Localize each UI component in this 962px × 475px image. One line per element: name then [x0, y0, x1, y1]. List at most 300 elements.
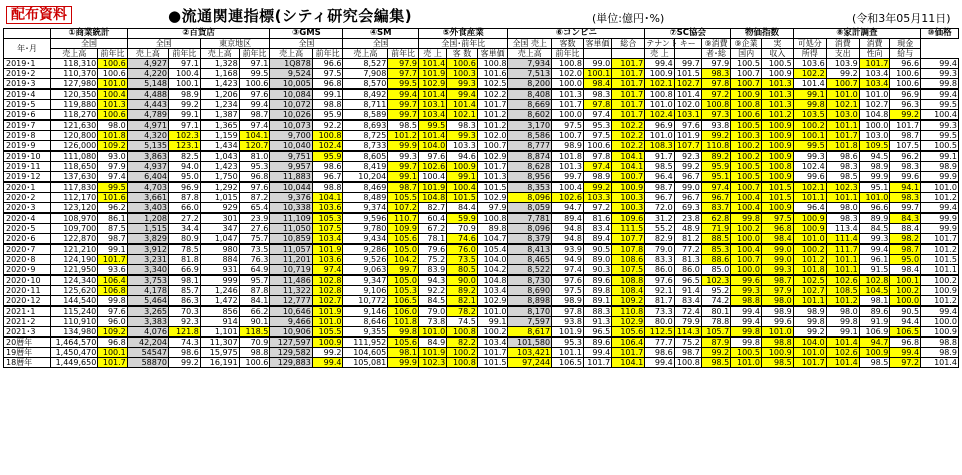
table-cell: 97.4 — [583, 162, 611, 172]
table-cell: 108.6 — [612, 255, 645, 265]
table-cell: 97.3 — [701, 110, 730, 121]
table-cell: 101.1 — [921, 265, 959, 276]
table-cell: 79.0 — [418, 306, 446, 317]
row-label: 2019･2 — [4, 69, 51, 79]
table-cell: 104.5 — [859, 286, 890, 296]
table-cell: 102.8 — [312, 275, 343, 286]
table-cell: 59.9 — [447, 213, 478, 224]
indicator-table — [3, 28, 959, 368]
table-cell: 102.3 — [418, 358, 446, 368]
table-cell: 64.9 — [239, 265, 270, 276]
table-cell: 98.9 — [921, 348, 959, 358]
column-header: 給与 — [890, 49, 921, 59]
table-cell: 102.2 — [793, 69, 826, 79]
table-cell: 98.1 — [859, 296, 890, 307]
table-cell: 98.3 — [826, 213, 859, 224]
table-cell: 1,015 — [200, 193, 239, 203]
table-cell: 100.1 — [169, 79, 201, 90]
column-header: 客 数 — [447, 49, 478, 59]
table-cell: 105.6 — [388, 337, 419, 348]
table-cell: 10,005 — [270, 79, 312, 90]
table-cell: 102.7 — [793, 286, 826, 296]
table-cell: 107.5 — [612, 265, 645, 276]
table-cell: 101.7 — [612, 59, 645, 69]
table-cell: 102.7 — [859, 100, 890, 110]
table-cell: 102.3 — [701, 275, 730, 286]
table-cell: 94.4 — [890, 317, 921, 327]
table-cell: 8,200 — [508, 79, 552, 90]
table-cell: 100.7 — [477, 141, 508, 152]
table-cell: 96.8 — [312, 79, 343, 90]
table-cell: 98.5 — [388, 120, 419, 131]
row-label: 2021･2 — [4, 317, 51, 327]
table-cell: 99.4 — [583, 348, 611, 358]
table-cell: 98.9 — [169, 89, 201, 100]
table-cell: 97.2 — [890, 358, 921, 368]
table-cell: 99.2 — [583, 182, 611, 193]
table-cell: 98.0 — [826, 306, 859, 317]
table-cell: 99.2 — [312, 348, 343, 358]
table-cell: 82.7 — [418, 203, 446, 214]
table-cell: 100.0 — [890, 296, 921, 307]
table-cell: 1,449,650 — [51, 358, 98, 368]
table-cell: 83.7 — [701, 203, 730, 214]
table-cell: 73.8 — [418, 317, 446, 327]
row-label: 2020･12 — [4, 296, 51, 307]
subgroup-header: 実 — [761, 39, 793, 49]
table-cell: 99.0 — [583, 59, 611, 69]
table-cell: 10,906 — [270, 327, 312, 338]
date-note: (令和3年05月11日) — [852, 12, 951, 25]
table-cell: 100.1 — [98, 348, 127, 358]
table-cell: 101.4 — [418, 89, 446, 100]
table-cell: 100.1 — [583, 69, 611, 79]
table-cell: 97.4 — [312, 265, 343, 276]
table-cell: 99.4 — [388, 89, 419, 100]
table-cell: 65.4 — [239, 203, 270, 214]
table-cell: 7,934 — [508, 59, 552, 69]
table-cell: 100.7 — [731, 255, 762, 265]
row-label: 2020･8 — [4, 255, 51, 265]
table-cell: 99.2 — [793, 327, 826, 338]
table-cell: 96.9 — [890, 89, 921, 100]
table-row — [4, 234, 959, 245]
table-cell: 98.4 — [890, 265, 921, 276]
table-cell: 99.9 — [388, 358, 419, 368]
table-cell: 97.5 — [552, 120, 584, 131]
table-cell: 78.2 — [447, 306, 478, 317]
table-cell: 101.1 — [552, 348, 584, 358]
table-cell: 1,464,570 — [51, 337, 98, 348]
handout-badge: 配布資料 — [6, 6, 72, 24]
table-cell: 104.8 — [418, 193, 446, 203]
table-cell: 123.1 — [169, 141, 201, 152]
table-cell: 101.7 — [612, 100, 645, 110]
table-cell: 103.4 — [477, 337, 508, 348]
table-cell: 96.4 — [793, 203, 826, 214]
subgroup-header: 客数 — [552, 39, 584, 49]
table-cell: 8,730 — [508, 275, 552, 286]
table-cell: 929 — [200, 203, 239, 214]
column-header — [583, 49, 611, 59]
table-cell: 98.0 — [761, 296, 793, 307]
table-row — [4, 327, 959, 338]
table-cell: 101.3 — [552, 162, 584, 172]
page-title: ●流通関連指標(シティ研究会編集) — [168, 7, 413, 25]
table-cell: 10,072 — [270, 100, 312, 110]
table-cell: 8,898 — [508, 296, 552, 307]
table-cell: 99.9 — [859, 172, 890, 183]
table-cell: 23.8 — [674, 213, 701, 224]
table-cell: 74.5 — [447, 317, 478, 327]
table-cell: 11,486 — [270, 275, 312, 286]
table-cell: 109,700 — [51, 224, 98, 234]
table-cell: 99.7 — [674, 59, 701, 69]
table-cell: 112,170 — [51, 193, 98, 203]
table-cell: 100.0 — [859, 120, 890, 131]
table-row — [4, 255, 959, 265]
table-cell: 4,320 — [127, 131, 168, 141]
row-label: 2020･5 — [4, 224, 51, 234]
table-cell: 100.2 — [921, 275, 959, 286]
table-cell: 98.4 — [583, 79, 611, 90]
table-cell: 104.8 — [859, 110, 890, 121]
table-cell: 101.9 — [552, 327, 584, 338]
table-cell: 97.8 — [583, 100, 611, 110]
table-cell: 99.3 — [921, 69, 959, 79]
table-cell: 87.8 — [169, 193, 201, 203]
table-row — [4, 265, 959, 276]
table-cell: 101.5 — [761, 182, 793, 193]
table-cell: 99.1 — [921, 151, 959, 162]
table-cell: 101.0 — [312, 317, 343, 327]
subgroup-header: 全国 — [270, 39, 343, 49]
table-row — [4, 110, 959, 121]
table-cell: 10,073 — [270, 120, 312, 131]
table-cell: 54547 — [127, 348, 168, 358]
table-cell: 89.2 — [447, 286, 478, 296]
table-cell: 97.6 — [674, 120, 701, 131]
table-cell: 105.6 — [388, 234, 419, 245]
table-cell: 101.3 — [552, 89, 584, 100]
table-row — [4, 213, 959, 224]
table-cell: 8,693 — [343, 120, 388, 131]
group-header: ⑤外食産業 — [418, 29, 508, 39]
table-cell: 95.2 — [701, 286, 730, 296]
table-cell: 98.7 — [761, 275, 793, 286]
table-cell: 101.2 — [921, 193, 959, 203]
row-label: 20暦年 — [4, 337, 51, 348]
table-cell: 98.9 — [921, 162, 959, 172]
table-cell: 101.1 — [826, 265, 859, 276]
table-cell: 105.3 — [312, 213, 343, 224]
table-cell: 82.1 — [447, 296, 478, 307]
table-cell: 55.2 — [645, 224, 674, 234]
group-header: ③GMS — [270, 29, 343, 39]
table-cell: 101.2 — [921, 244, 959, 255]
table-cell: 97.4 — [701, 182, 730, 193]
table-cell: 4,927 — [127, 59, 168, 69]
table-cell: 99.8 — [793, 317, 826, 327]
table-cell: 98.0 — [98, 120, 127, 131]
table-cell: 98.8 — [239, 348, 270, 358]
table-cell: 88.4 — [890, 224, 921, 234]
table-cell: 99.4 — [890, 348, 921, 358]
table-cell: 102.4 — [312, 141, 343, 152]
table-cell: 101.9 — [418, 69, 446, 79]
table-cell: 101.0 — [761, 327, 793, 338]
table-cell: 4,220 — [127, 69, 168, 79]
table-cell: 106.5 — [388, 296, 419, 307]
table-row — [4, 296, 959, 307]
table-cell: 107.8 — [612, 244, 645, 255]
table-cell: 96.2 — [890, 151, 921, 162]
table-cell: 104.2 — [477, 265, 508, 276]
table-cell: 96.9 — [645, 120, 674, 131]
table-cell: 114.3 — [674, 327, 701, 338]
table-cell: 100.8 — [477, 59, 508, 69]
row-label: 2019･5 — [4, 100, 51, 110]
row-label: 19暦年 — [4, 348, 51, 358]
table-cell: 9,957 — [270, 162, 312, 172]
table-cell: 109.2 — [98, 141, 127, 152]
table-cell: 105.0 — [388, 244, 419, 255]
table-cell: 89.6 — [859, 306, 890, 317]
table-cell: 7,908 — [343, 69, 388, 79]
table-cell: 79.9 — [674, 317, 701, 327]
table-cell: 100.6 — [98, 59, 127, 69]
table-cell: 118,650 — [51, 162, 98, 172]
table-cell: 10,026 — [270, 110, 312, 121]
table-cell: 81.3 — [674, 255, 701, 265]
table-cell: 98.9 — [552, 141, 584, 152]
table-cell: 121,630 — [51, 120, 98, 131]
table-cell: 77.7 — [645, 337, 674, 348]
table-cell: 70.9 — [447, 224, 478, 234]
column-header: 客単価 — [477, 49, 508, 59]
table-cell: 94.7 — [859, 337, 890, 348]
table-cell: 99.2 — [674, 162, 701, 172]
table-row — [4, 286, 959, 296]
table-row — [4, 337, 959, 348]
table-cell: 101.4 — [447, 100, 478, 110]
table-cell: 100.0 — [731, 234, 762, 245]
table-cell: 83.4 — [583, 224, 611, 234]
table-cell: 103.4 — [859, 69, 890, 79]
table-cell: 100.8 — [761, 162, 793, 172]
table-cell: 100.0 — [552, 110, 584, 121]
table-cell: 69.3 — [674, 203, 701, 214]
table-cell: 78.8 — [701, 317, 730, 327]
table-cell: 97.5 — [552, 286, 584, 296]
table-cell: 99.4 — [921, 306, 959, 317]
table-cell: 87.9 — [701, 337, 730, 348]
table-cell: 71.9 — [701, 224, 730, 234]
subgroup-header: 消費 — [826, 39, 859, 49]
table-cell: 100.6 — [98, 110, 127, 121]
table-cell: 100.2 — [447, 348, 478, 358]
table-cell: 101.0 — [731, 358, 762, 368]
table-cell: 84.5 — [418, 296, 446, 307]
table-cell: 98.9 — [761, 306, 793, 317]
table-cell: 101.2 — [826, 296, 859, 307]
table-cell: 110.8 — [612, 306, 645, 317]
table-cell: 100.7 — [731, 79, 762, 90]
table-cell: 108.8 — [612, 275, 645, 286]
table-cell: 101.9 — [418, 182, 446, 193]
table-cell: 93.9 — [552, 244, 584, 255]
table-cell: 99.8 — [921, 79, 959, 90]
table-cell: 103.4 — [418, 110, 446, 121]
table-cell: 74.3 — [169, 337, 201, 348]
table-cell: 112.5 — [645, 327, 674, 338]
table-cell: 9,286 — [343, 244, 388, 255]
table-cell: 97.1 — [239, 59, 270, 69]
table-cell: 100.9 — [761, 131, 793, 141]
table-cell: 102.4 — [793, 162, 826, 172]
table-cell: 9,524 — [270, 69, 312, 79]
table-cell: 103.1 — [418, 100, 446, 110]
table-cell: 98.2 — [890, 234, 921, 245]
table-cell: 100.9 — [761, 203, 793, 214]
table-cell: 8,586 — [508, 131, 552, 141]
table-cell: 100.5 — [731, 162, 762, 172]
table-cell: 66.9 — [169, 265, 201, 276]
table-cell: 96.0 — [98, 317, 127, 327]
table-cell: 105.0 — [388, 275, 419, 286]
table-cell: 102.6 — [826, 348, 859, 358]
table-cell: 105.4 — [477, 244, 508, 255]
table-cell: 108,970 — [51, 213, 98, 224]
table-cell: 77.2 — [674, 244, 701, 255]
table-cell: 99.8 — [731, 327, 762, 338]
column-header: 売上高 — [127, 49, 168, 59]
table-cell: 101.1 — [793, 193, 826, 203]
table-cell: 100.6 — [583, 141, 611, 152]
table-cell: 1,515 — [127, 224, 168, 234]
table-cell: 98.4 — [761, 234, 793, 245]
table-cell: 1,246 — [200, 286, 239, 296]
header-ym-blank — [4, 29, 51, 39]
table-cell: 99.3 — [731, 286, 762, 296]
table-cell: 102.1 — [793, 182, 826, 193]
row-label: 2019･9 — [4, 141, 51, 152]
table-cell: 102.0 — [477, 131, 508, 141]
table-cell: 48.9 — [674, 224, 701, 234]
column-header: 前年比 — [98, 49, 127, 59]
table-cell: 100.9 — [793, 213, 826, 224]
table-cell: 103.0 — [826, 110, 859, 121]
table-cell: 101.4 — [826, 358, 859, 368]
table-cell: 100.9 — [761, 172, 793, 183]
table-cell: 102.8 — [859, 275, 890, 286]
table-cell: 99.3 — [793, 151, 826, 162]
table-cell: 58870 — [127, 358, 168, 368]
table-cell: 104.1 — [612, 162, 645, 172]
column-header: 前年比 — [388, 49, 419, 59]
table-cell: 80.1 — [701, 306, 730, 317]
table-cell: 100.9 — [921, 327, 959, 338]
column-header: 売上高 — [270, 49, 312, 59]
table-cell: 98.8 — [761, 337, 793, 348]
table-cell: 99.1 — [98, 244, 127, 255]
table-cell: 95.1 — [859, 182, 890, 193]
table-cell: 8,617 — [508, 327, 552, 338]
table-cell: 127,597 — [270, 337, 312, 348]
table-cell: 100.8 — [674, 358, 701, 368]
table-cell: 99.5 — [239, 69, 270, 79]
table-cell: 74.6 — [447, 234, 478, 245]
table-row — [4, 59, 959, 69]
table-cell: 97.4 — [583, 110, 611, 121]
table-cell: 103.0 — [859, 131, 890, 141]
table-row — [4, 131, 959, 141]
table-cell: 1,472 — [200, 296, 239, 307]
table-cell: 1,234 — [200, 100, 239, 110]
column-header: 前年比 — [169, 49, 201, 59]
table-cell: 137,630 — [51, 172, 98, 183]
group-header: ⑥コンビニ — [508, 29, 645, 39]
table-cell: 101.7 — [477, 348, 508, 358]
table-cell: 74.2 — [701, 296, 730, 307]
subgroup-header: 現金 — [890, 39, 921, 49]
table-cell: 124,190 — [51, 255, 98, 265]
table-cell: 99.4 — [645, 358, 674, 368]
table-cell: 99.4 — [447, 89, 478, 100]
table-cell: 97.9 — [761, 286, 793, 296]
table-cell: 100.7 — [612, 172, 645, 183]
table-cell: 102.6 — [552, 193, 584, 203]
table-cell: 97.7 — [388, 69, 419, 79]
table-cell: 106.5 — [890, 327, 921, 338]
table-cell: 101.3 — [98, 100, 127, 110]
table-cell: 100.4 — [921, 110, 959, 121]
table-cell: 86.1 — [98, 213, 127, 224]
table-cell: 104.1 — [612, 151, 645, 162]
table-cell: 60.4 — [418, 213, 446, 224]
table-cell: 12,777 — [270, 296, 312, 307]
table-cell: 98.5 — [645, 162, 674, 172]
table-row — [4, 79, 959, 90]
table-cell: 100.4 — [98, 89, 127, 100]
table-cell: 75.2 — [418, 255, 446, 265]
table-cell: 102.6 — [418, 162, 446, 172]
table-cell: 102.2 — [612, 131, 645, 141]
column-header: 売上高 — [51, 49, 98, 59]
table-cell: 97.9 — [477, 203, 508, 214]
table-cell: 101.0 — [98, 79, 127, 90]
table-cell: 8,589 — [343, 110, 388, 121]
table-cell: 99.9 — [921, 172, 959, 183]
table-cell: 102.5 — [793, 275, 826, 286]
table-cell: 95.9 — [701, 162, 730, 172]
table-cell: 100.0 — [921, 317, 959, 327]
table-cell: 105.5 — [388, 193, 419, 203]
table-cell: 1,101 — [200, 327, 239, 338]
table-cell: 100.6 — [239, 79, 270, 90]
table-row — [4, 224, 959, 234]
table-cell: 98.8 — [921, 337, 959, 348]
row-label: 2019･4 — [4, 89, 51, 100]
table-cell: 102.6 — [826, 275, 859, 286]
table-cell: 102.2 — [612, 141, 645, 152]
table-cell: 101.0 — [418, 327, 446, 338]
table-cell: 101,580 — [508, 337, 552, 348]
table-cell: 98.8 — [312, 100, 343, 110]
table-cell: 100.6 — [447, 59, 478, 69]
table-cell: 99.7 — [388, 110, 419, 121]
table-cell: 108.5 — [826, 286, 859, 296]
